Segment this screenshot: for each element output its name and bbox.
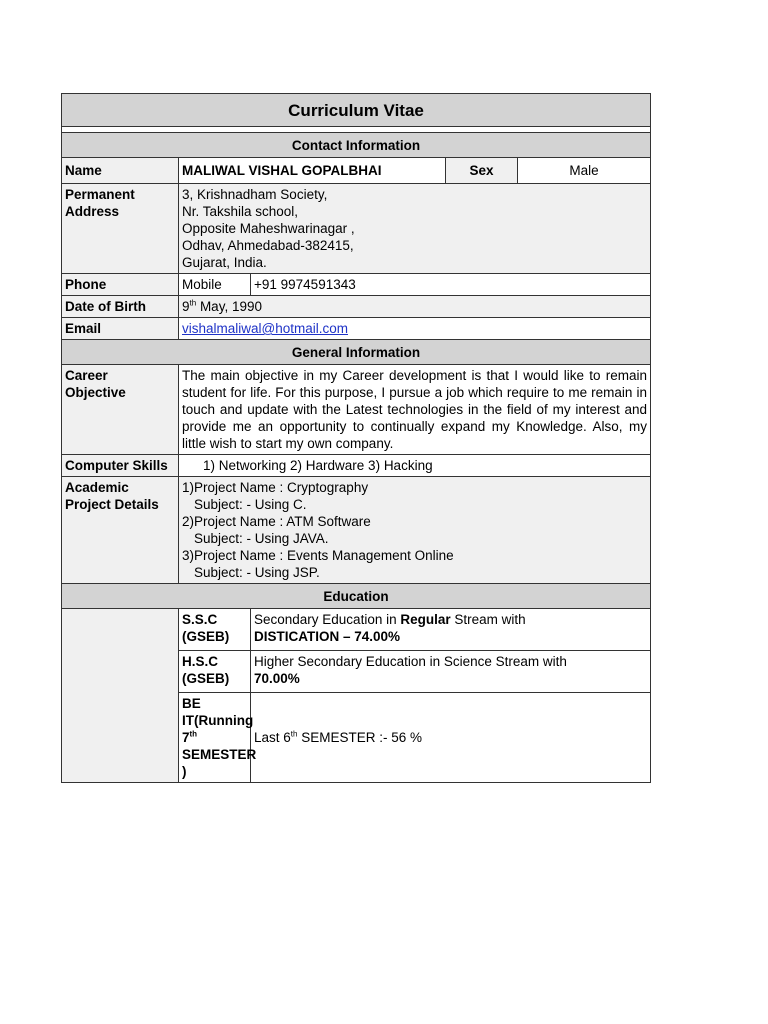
name-label: Name [62, 158, 179, 184]
phone-type: Mobile [179, 274, 251, 296]
projects-label-line: Project Details [65, 497, 159, 512]
skills-value: 1) Networking 2) Hardware 3) Hacking [179, 455, 651, 477]
project-name: 3)Project Name : Events Management Online [182, 548, 454, 563]
ssc-label-line: (GSEB) [182, 629, 230, 644]
education-heading: Education [62, 584, 651, 609]
ssc-stream: Regular [400, 612, 451, 627]
phone-label: Phone [62, 274, 179, 296]
career-label [62, 365, 179, 455]
skills-label: Computer Skills [62, 455, 179, 477]
ssc-label [179, 609, 251, 651]
career-objective-text: The main objective in my Career development is that I would like to remain student for life. For this purpose, I pursue a job which require to me remain in touch and update with the Latest technologies in the field of my interest and provide me an opportunity to continually expand my Knowledge. Also, my little wish to start my own company. [179, 365, 651, 455]
address-label-line: Address [65, 204, 120, 219]
be-label-line: BE [182, 696, 201, 711]
email-label: Email [62, 318, 179, 340]
contact-heading: Contact Information [62, 133, 651, 158]
hsc-label-line: (GSEB) [182, 671, 230, 686]
be-semester-number: 7 [182, 730, 190, 745]
dob-day: 9 [182, 299, 190, 314]
general-heading: General Information [62, 340, 651, 365]
projects-list [179, 477, 651, 584]
be-semester-suffix: th [189, 729, 198, 739]
projects-label [62, 477, 179, 584]
ssc-text: Secondary Education in [254, 612, 401, 627]
be-label-line: SEMESTER [182, 747, 257, 762]
education-blank-cell [62, 609, 179, 783]
career-label-line: Objective [65, 385, 126, 400]
be-text-suffix: th [290, 729, 298, 739]
project-subject: Subject: - Using C. [194, 497, 307, 512]
sex-label: Sex [446, 158, 518, 184]
address-label-line: Permanent [65, 187, 135, 202]
address-line: Gujarat, India. [182, 255, 267, 270]
phone-value: +91 9974591343 [251, 274, 651, 296]
email-link[interactable]: vishalmaliwal@hotmail.com [182, 321, 349, 336]
hsc-label-line: H.S.C [182, 654, 219, 669]
email-cell [179, 318, 651, 340]
name-value: MALIWAL VISHAL GOPALBHAI [179, 158, 446, 184]
cv-title: Curriculum Vitae [62, 94, 651, 127]
ssc-result: DISTICATION – 74.00% [254, 629, 401, 644]
be-label-line: ) [182, 764, 187, 779]
hsc-text: Higher Secondary Education in Science Stream with [254, 654, 567, 669]
be-text: Last 6 [254, 730, 291, 745]
be-text: SEMESTER :- 56 % [297, 730, 422, 745]
dob-rest: May, 1990 [196, 299, 262, 314]
be-label [179, 693, 257, 783]
address-line: Opposite Maheshwarinagar , [182, 221, 355, 236]
hsc-label [179, 651, 251, 693]
dob-label: Date of Birth [62, 296, 179, 318]
project-subject: Subject: - Using JSP. [194, 565, 320, 580]
address-line: Nr. Takshila school, [182, 204, 299, 219]
address-line: 3, Krishnadham Society, [182, 187, 328, 202]
project-name: 1)Project Name : Cryptography [182, 480, 369, 495]
ssc-text: Stream with [450, 612, 526, 627]
dob-value [179, 296, 651, 318]
be-value [251, 693, 651, 783]
dob-suffix: th [189, 298, 197, 308]
hsc-value [251, 651, 651, 693]
project-subject: Subject: - Using JAVA. [194, 531, 329, 546]
project-name: 2)Project Name : ATM Software [182, 514, 371, 529]
sex-value: Male [518, 158, 651, 184]
cv-table [61, 93, 651, 783]
ssc-value [251, 609, 651, 651]
projects-label-line: Academic [65, 480, 129, 495]
hsc-result: 70.00% [254, 671, 300, 686]
career-label-line: Career [65, 368, 108, 383]
address-line: Odhav, Ahmedabad-382415, [182, 238, 354, 253]
address-label [62, 184, 179, 274]
address-value [179, 184, 651, 274]
be-label-line: IT(Running [182, 713, 254, 728]
be-label-line [182, 729, 247, 746]
ssc-label-line: S.S.C [182, 612, 218, 627]
